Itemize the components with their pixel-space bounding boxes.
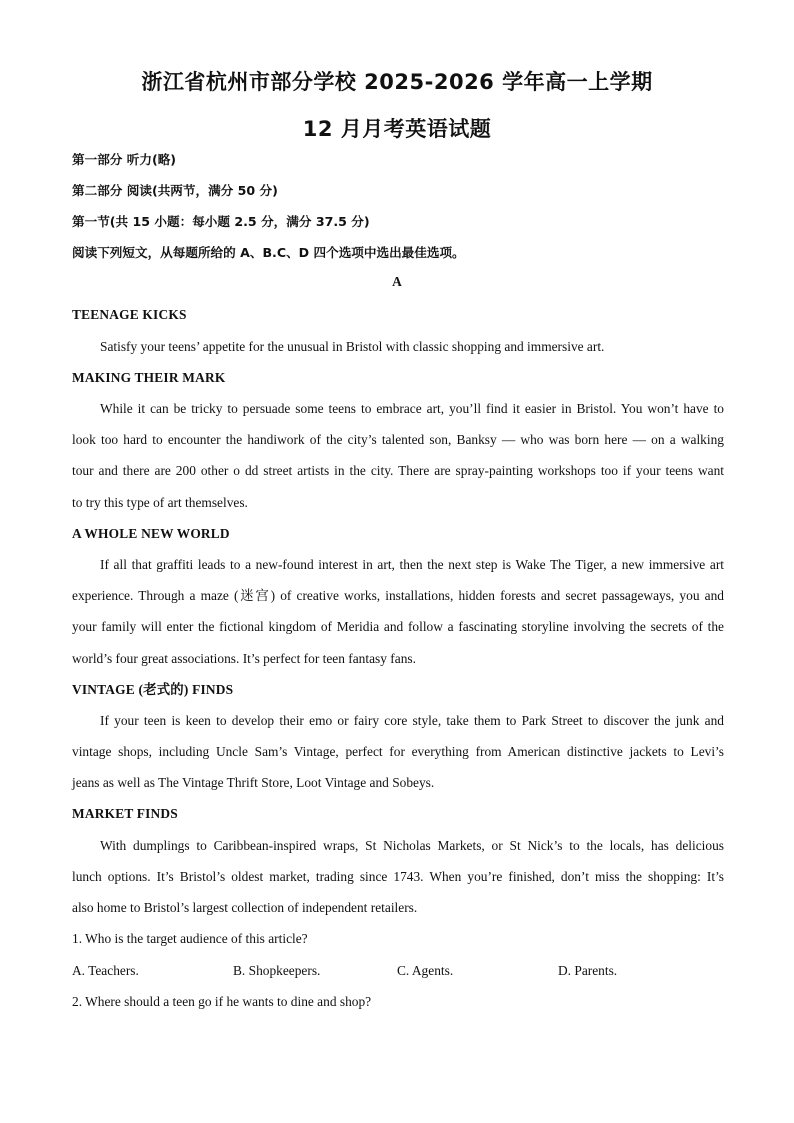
section-heading: VINTAGE (老式的) FINDS: [72, 682, 234, 697]
paragraph-line: to try this type of art themselves.: [72, 495, 248, 510]
question-2: 2. Where should a teen go if he wants to dine and shop?: [72, 994, 372, 1009]
paragraph-line: If your teen is keen to develop their emo or fairy core style, take them to Park Street to discover the junk and: [100, 713, 724, 728]
paragraph-line: If all that graffiti leads to a new-found interest in art, then the next step is Wake The Tiger, a new immersive art: [100, 557, 724, 572]
paragraph-line: experience. Through a maze (迷宫) of creative works, installations, hidden forests and secret passageways, you and: [72, 588, 724, 603]
exam-title: 浙江省杭州市部分学校 2025-2026 学年高一上学期: [141, 70, 653, 94]
paragraph-line: world’s four great associations. It’s perfect for teen fantasy fans.: [72, 651, 416, 666]
section-heading: MAKING THEIR MARK: [72, 370, 226, 385]
section1-heading: 第一节(共 15 小题：每小题 2.5 分，满分 37.5 分): [72, 214, 370, 229]
passage-label: A: [392, 274, 402, 289]
paragraph-line: also home to Bristol’s largest collection of independent retailers.: [72, 900, 418, 915]
exam-subtitle: 12 月月考英语试题: [302, 117, 492, 141]
part1-heading: 第一部分 听力(略): [72, 152, 177, 167]
option-c: C. Agents.: [397, 963, 454, 978]
reading-directions: 阅读下列短文，从每题所给的 A、B.C、D 四个选项中选出最佳选项。: [72, 245, 465, 260]
paragraph-line: While it can be tricky to persuade some teens to embrace art, you’ll find it easier in Bristol. You won’t have to: [100, 401, 724, 416]
paragraph-line: your family will enter the fictional kingdom of Meridia and follow a fascinating storyline involving the secrets of the: [72, 619, 724, 634]
paragraph-line: look too hard to encounter the handiwork of the city’s talented son, Banksy — who was born here — on a walking: [72, 432, 724, 447]
section-heading: MARKET FINDS: [72, 806, 178, 821]
question-1: 1. Who is the target audience of this article?: [72, 931, 308, 946]
paragraph-line: tour and there are 200 other o dd street artists in the city. There are spray-painting workshops too if your teens want: [72, 463, 724, 478]
paragraph-line: With dumplings to Caribbean-inspired wraps, St Nicholas Markets, or St Nick’s to the locals, has delicious: [100, 838, 724, 853]
paragraph-line: Satisfy your teens’ appetite for the unusual in Bristol with classic shopping and immersive art.: [100, 339, 605, 354]
part2-heading: 第二部分 阅读(共两节，满分 50 分): [72, 183, 278, 198]
section-heading: A WHOLE NEW WORLD: [72, 526, 230, 541]
option-a: A. Teachers.: [72, 963, 139, 978]
option-d: D. Parents.: [558, 963, 618, 978]
paragraph-line: vintage shops, including Uncle Sam’s Vintage, perfect for everything from American distinctive jackets to Levi’s: [72, 744, 724, 759]
paragraph-line: jeans as well as The Vintage Thrift Store, Loot Vintage and Sobeys.: [72, 775, 435, 790]
section-heading: TEENAGE KICKS: [72, 307, 187, 322]
option-b: B. Shopkeepers.: [233, 963, 321, 978]
paragraph-line: lunch options. It’s Bristol’s oldest market, trading since 1743. When you’re finished, don’t miss the shopping: It’s: [72, 869, 724, 884]
